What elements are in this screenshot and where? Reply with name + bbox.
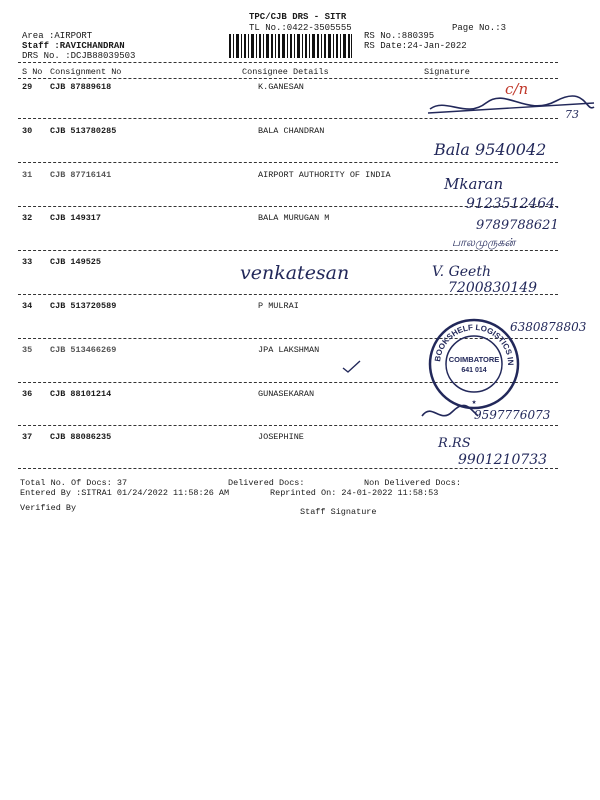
handwritten-consignee: venkatesan bbox=[240, 262, 350, 284]
handwritten-phone: 9901210733 bbox=[458, 452, 548, 468]
area-label: Area :AIRPORT bbox=[22, 31, 93, 41]
row-consignment: CJB 87716141 bbox=[50, 170, 112, 180]
row-sno: 31 bbox=[22, 170, 33, 180]
phone-number: TL No.:0422-3505555 bbox=[249, 23, 352, 33]
col-consignee: Consignee Details bbox=[242, 67, 329, 77]
handwritten-phone: 9789788621 bbox=[476, 218, 559, 233]
row-sno: 29 bbox=[22, 82, 33, 92]
company-stamp bbox=[425, 311, 520, 410]
handwritten-signature: Bala 9540042 bbox=[434, 140, 547, 159]
row-consignment: CJB 513780285 bbox=[50, 126, 117, 136]
barcode bbox=[229, 34, 353, 58]
row-consignment: CJB 513720589 bbox=[50, 301, 117, 311]
check-mark bbox=[342, 360, 362, 374]
page-number: Page No.:3 bbox=[452, 23, 507, 33]
delivered-docs: Delivered Docs: bbox=[228, 478, 305, 488]
header-rule-bottom bbox=[18, 78, 558, 79]
rs-number: RS No.:880395 bbox=[364, 31, 435, 41]
handwritten-signature: Mkaran bbox=[444, 175, 504, 193]
handwritten-signature: V. Geeth bbox=[432, 264, 491, 280]
total-docs: Total No. Of Docs: 37 bbox=[20, 478, 128, 488]
row-consignment: CJB 149525 bbox=[50, 257, 102, 267]
row-sno: 33 bbox=[22, 257, 33, 267]
verified-by: Verified By bbox=[20, 503, 77, 513]
row-sno: 34 bbox=[22, 301, 33, 311]
entered-by: Entered By :SITRA1 01/24/2022 11:58:26 AM bbox=[20, 488, 230, 498]
col-signature: Signature bbox=[424, 67, 470, 77]
row-consignment: CJB 149317 bbox=[50, 213, 102, 223]
row-consignment: CJB 88086235 bbox=[50, 432, 112, 442]
drs-number: DRS No. :DCJB88039503 bbox=[22, 51, 136, 61]
row-sno: 30 bbox=[22, 126, 33, 136]
svg-text:★: ★ bbox=[471, 397, 477, 406]
row-sno: 36 bbox=[22, 389, 33, 399]
rs-date: RS Date:24-Jan-2022 bbox=[364, 41, 467, 51]
stamp-pin: 641 014 bbox=[461, 367, 487, 374]
row-consignee: K.GANESAN bbox=[258, 82, 304, 92]
row-divider bbox=[18, 468, 558, 469]
handwritten-phone: 9597776073 bbox=[474, 408, 551, 422]
row-sno: 37 bbox=[22, 432, 33, 442]
handwritten-cn-mark: c/n bbox=[505, 80, 529, 98]
document-title: TPC/CJB DRS - SITR bbox=[249, 12, 347, 22]
row-divider bbox=[18, 162, 558, 163]
reprinted-on: Reprinted On: 24-01-2022 11:58:53 bbox=[270, 488, 439, 498]
row-consignee: BALA MURUGAN M bbox=[258, 213, 330, 223]
row-consignee: JPA LAKSHMAN bbox=[258, 345, 320, 355]
row-consignee: GUNASEKARAN bbox=[258, 389, 315, 399]
row-consignee: AIRPORT AUTHORITY OF INDIA bbox=[258, 170, 391, 180]
staff-label: Staff :RAVICHANDRAN bbox=[22, 41, 125, 51]
row-sno: 35 bbox=[22, 345, 33, 355]
handwritten-phone: 9123512464. bbox=[466, 196, 560, 212]
staff-signature: Staff Signature bbox=[300, 507, 377, 517]
handwritten-phone: 6380878803 bbox=[510, 320, 587, 334]
handwritten-number: 73 bbox=[565, 108, 579, 121]
handwritten-tamil-name: பாலமுருகன் bbox=[452, 236, 516, 249]
col-sno: S No bbox=[22, 67, 43, 77]
header-rule-top bbox=[18, 62, 558, 63]
row-sno: 32 bbox=[22, 213, 33, 223]
col-consignment: Consignment No bbox=[50, 67, 122, 77]
row-divider bbox=[18, 425, 558, 426]
row-consignee: BALA CHANDRAN bbox=[258, 126, 325, 136]
row-consignee: JOSEPHINE bbox=[258, 432, 304, 442]
non-delivered-docs: Non Delivered Docs: bbox=[364, 478, 461, 488]
stamp-city: COIMBATORE bbox=[448, 355, 500, 364]
row-consignment: CJB 88101214 bbox=[50, 389, 112, 399]
stamp-ring-text: BOOKSHELF LOGISTICS INDIA PVT LTD bbox=[425, 311, 516, 366]
row-consignee: P MULRAI bbox=[258, 301, 299, 311]
signature-scribble bbox=[420, 402, 480, 424]
row-consignment: CJB 513466269 bbox=[50, 345, 117, 355]
row-consignment: CJB 87889618 bbox=[50, 82, 112, 92]
handwritten-phone: 7200830149 bbox=[448, 280, 538, 296]
handwritten-signature: R.RS bbox=[438, 436, 471, 451]
